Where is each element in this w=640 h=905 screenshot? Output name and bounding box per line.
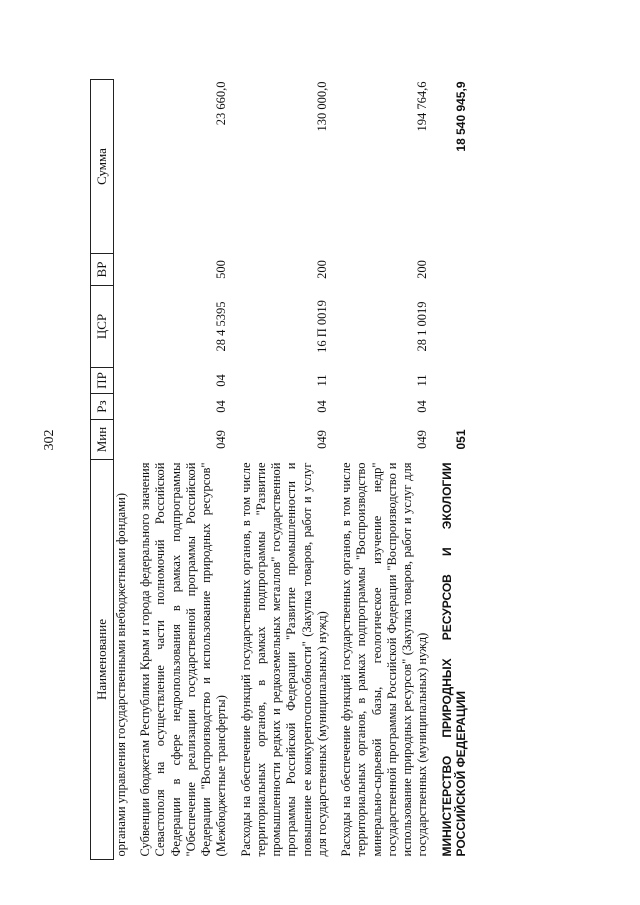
row-sum: 18 540 945,9 bbox=[454, 81, 469, 152]
row-vr: 200 bbox=[415, 260, 430, 279]
header-min: Мин bbox=[91, 420, 114, 460]
table-header-row bbox=[91, 80, 114, 860]
row-pr: 04 bbox=[214, 374, 229, 387]
row-pr bbox=[431, 368, 469, 394]
row-name: органами управления государственными внебюджетными фондами) bbox=[113, 493, 128, 857]
row-csr bbox=[113, 286, 129, 368]
table-row bbox=[113, 80, 129, 860]
row-csr: 28 1 0019 bbox=[415, 301, 430, 352]
row-csr: 28 4 5395 bbox=[214, 301, 229, 352]
row-vr: 500 bbox=[214, 260, 229, 279]
row-min: 049 bbox=[314, 430, 329, 449]
header-name: Наименование bbox=[91, 460, 114, 860]
row-sum: 194 764,6 bbox=[415, 81, 430, 132]
row-min bbox=[113, 420, 129, 460]
table-row bbox=[230, 80, 331, 860]
row-min: 049 bbox=[415, 430, 430, 449]
row-pr bbox=[113, 368, 129, 394]
row-min: 049 bbox=[214, 430, 229, 449]
row-name: Субвенции бюджетам Республики Крым и города федерального значения Севастополя на осуществление части полномочий Российской Федерации в сфере недропользования в рамках подпрограммы "Обеспечение реализации государственной программы Российской Федерации "Воспроизводство и использование природных ресурсов" (Межбюджетные трансферты) bbox=[138, 462, 229, 857]
row-vr: 200 bbox=[314, 260, 329, 279]
table-row bbox=[129, 80, 230, 860]
row-pr: 11 bbox=[415, 374, 430, 387]
header-vr: ВР bbox=[91, 254, 114, 286]
row-rz: 04 bbox=[314, 400, 329, 413]
row-rz bbox=[431, 394, 469, 420]
document-page bbox=[90, 80, 590, 860]
header-pr: ПР bbox=[91, 368, 114, 394]
row-rz: 04 bbox=[415, 400, 430, 413]
row-name: МИНИСТЕРСТВО ПРИРОДНЫХ РЕСУРСОВ И ЭКОЛОГИИ РОССИЙСКОЙ ФЕДЕРАЦИИ bbox=[439, 462, 469, 857]
row-min: 051 bbox=[454, 429, 469, 450]
budget-table bbox=[90, 79, 469, 860]
row-vr bbox=[113, 254, 129, 286]
row-vr bbox=[431, 254, 469, 286]
row-name: Расходы на обеспечение функций государственных органов, в том числе территориальных органов, в рамках подпрограммы "Воспроизводство минерально-сырьевой базы, геологическое изучение недр" государственной программы Российской Федерации "Воспроизводство и использование природных ресурсов" (Закупка товаров, работ и услуг для государственных (муниципальных) нужд) bbox=[339, 462, 430, 857]
row-sum: 23 660,0 bbox=[214, 81, 229, 126]
page-number: 302 bbox=[42, 429, 57, 451]
rotated-content bbox=[90, 80, 590, 860]
table-row bbox=[330, 80, 431, 860]
header-rz: Рз bbox=[91, 394, 114, 420]
row-rz bbox=[113, 394, 129, 420]
row-csr: 16 П 0019 bbox=[314, 300, 329, 353]
header-csr: ЦСР bbox=[91, 286, 114, 368]
header-sum: Сумма bbox=[91, 80, 114, 254]
row-csr bbox=[431, 286, 469, 368]
row-sum bbox=[113, 80, 129, 254]
row-rz: 04 bbox=[214, 400, 229, 413]
row-name: Расходы на обеспечение функций государственных органов, в том числе территориальных органов, в рамках подпрограммы "Развитие промышленности редких и редкоземельных металлов" государственной программы Российской Федерации "Развитие промышленности и повышение ее конкурентоспособности" (Закупка товаров, работ и услуг для государственных (муниципальных) нужд) bbox=[238, 462, 329, 857]
table-row bbox=[431, 80, 469, 860]
row-sum: 130 000,0 bbox=[314, 81, 329, 132]
row-pr: 11 bbox=[314, 374, 329, 387]
